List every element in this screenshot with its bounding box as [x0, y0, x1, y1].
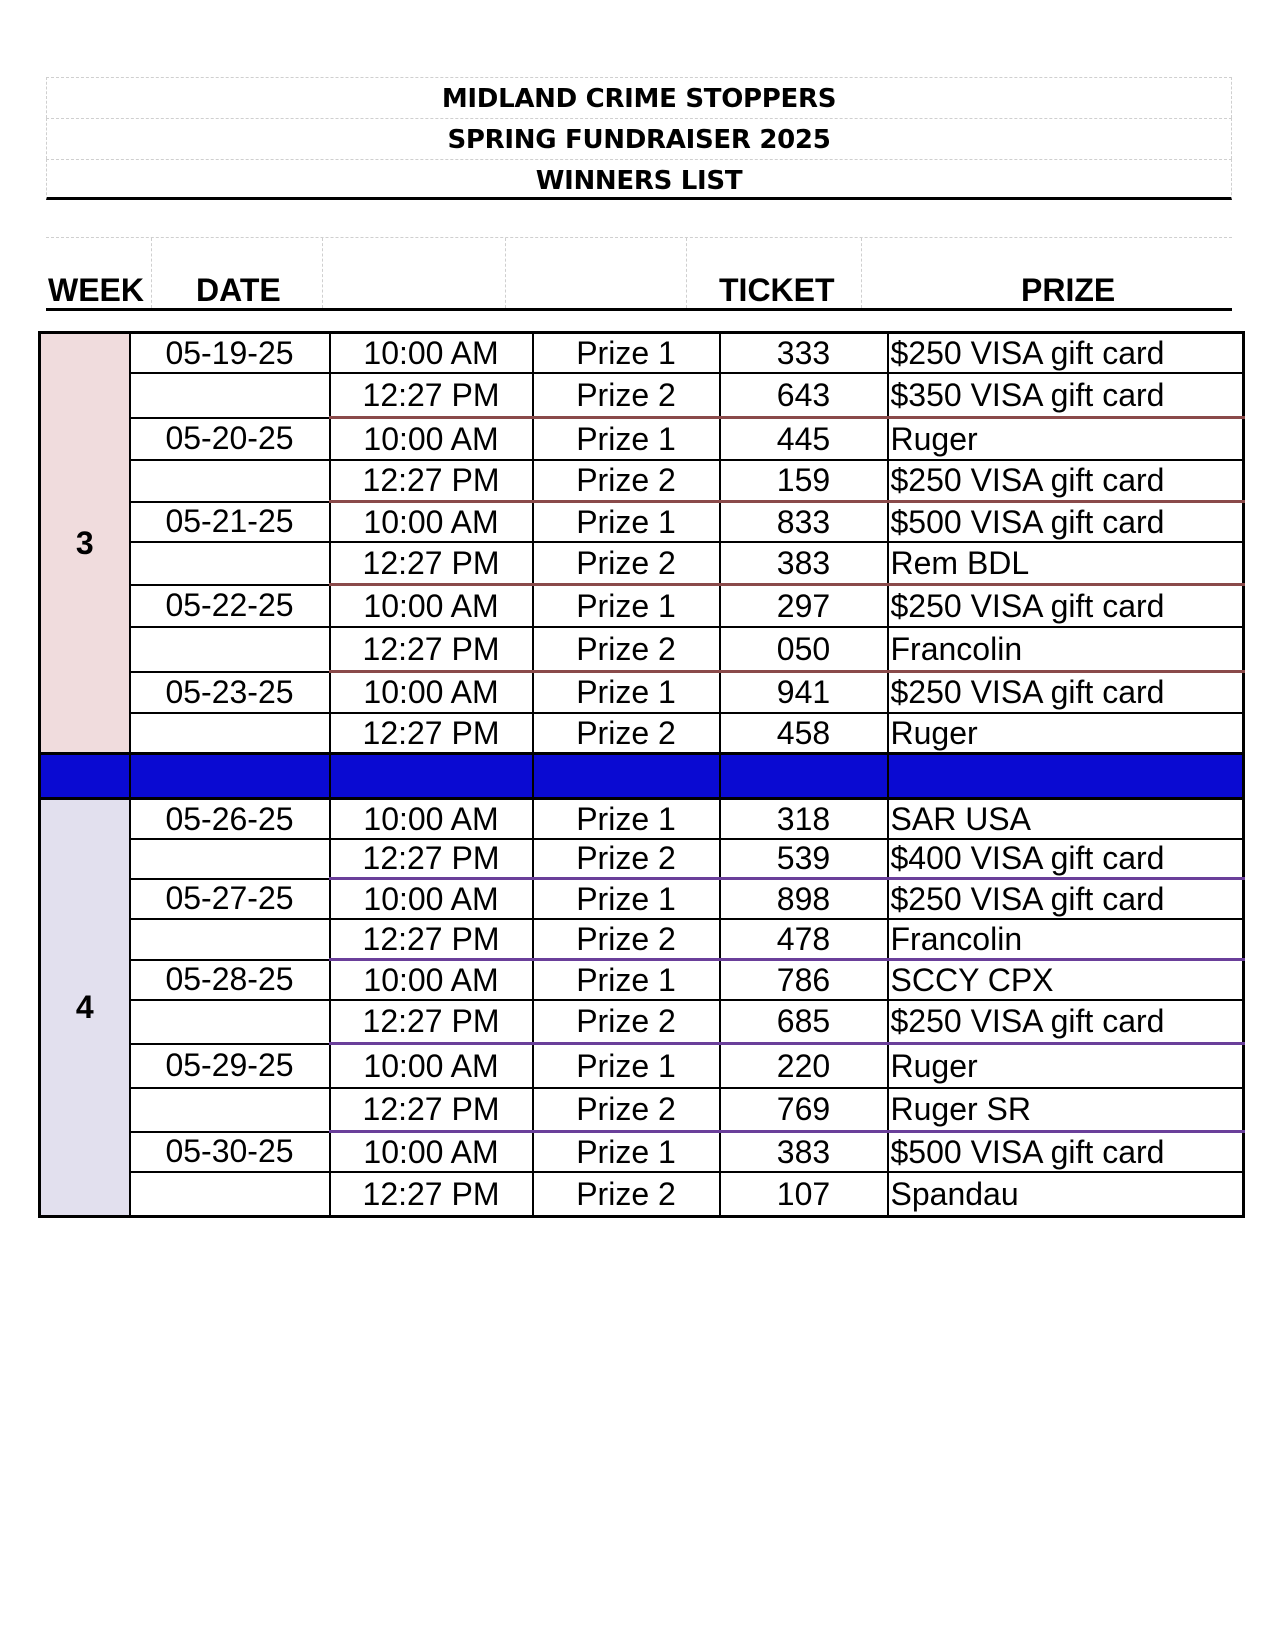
time-cell: 10:00 AM	[330, 418, 533, 461]
prize-cell: $350 VISA gift card	[888, 373, 1244, 418]
draw-cell: Prize 1	[533, 585, 720, 628]
draw-cell: Prize 1	[533, 333, 720, 374]
ticket-cell: 769	[720, 1088, 888, 1132]
draw-cell: Prize 2	[533, 627, 720, 672]
prize-cell: Rem BDL	[888, 542, 1244, 585]
ticket-cell: 159	[720, 460, 888, 502]
separator-cell	[720, 754, 888, 799]
ticket-cell: 539	[720, 839, 888, 879]
time-cell: 10:00 AM	[330, 1132, 533, 1173]
time-cell: 10:00 AM	[330, 960, 533, 1001]
draw-cell: Prize 2	[533, 839, 720, 879]
time-cell: 12:27 PM	[330, 460, 533, 502]
ticket-cell: 220	[720, 1044, 888, 1089]
week-number: 4	[40, 799, 130, 1217]
draw-cell: Prize 1	[533, 960, 720, 1001]
table-row	[40, 333, 1244, 374]
ticket-cell: 318	[720, 799, 888, 840]
table-row	[40, 799, 1244, 840]
date-cell	[130, 373, 330, 418]
ticket-cell: 833	[720, 502, 888, 543]
prize-cell: SAR USA	[888, 799, 1244, 840]
time-cell: 12:27 PM	[330, 839, 533, 879]
table-row	[40, 919, 1244, 960]
header-date: DATE	[196, 272, 281, 308]
draw-cell: Prize 1	[533, 418, 720, 461]
prize-cell: Francolin	[888, 919, 1244, 960]
time-cell: 12:27 PM	[330, 373, 533, 418]
table-row	[40, 373, 1244, 418]
date-cell	[130, 1000, 330, 1044]
draw-cell: Prize 1	[533, 799, 720, 840]
prize-cell: Ruger SR	[888, 1088, 1244, 1132]
date-cell: 05-30-25	[130, 1132, 330, 1173]
header-divider	[151, 238, 152, 308]
draw-cell: Prize 2	[533, 713, 720, 754]
time-cell: 12:27 PM	[330, 919, 533, 960]
table-row	[40, 879, 1244, 920]
ticket-cell: 786	[720, 960, 888, 1001]
header-divider	[861, 238, 862, 308]
table-row	[40, 1088, 1244, 1132]
time-cell: 10:00 AM	[330, 333, 533, 374]
draw-cell: Prize 1	[533, 1132, 720, 1173]
prize-cell: $500 VISA gift card	[888, 502, 1244, 543]
draw-cell: Prize 1	[533, 1044, 720, 1089]
time-cell: 10:00 AM	[330, 585, 533, 628]
date-cell: 05-21-25	[130, 502, 330, 543]
draw-cell: Prize 1	[533, 502, 720, 543]
date-cell: 05-26-25	[130, 799, 330, 840]
ticket-cell: 333	[720, 333, 888, 374]
ticket-cell: 941	[720, 672, 888, 714]
table-row	[40, 460, 1244, 502]
table-row	[40, 627, 1244, 672]
time-cell: 12:27 PM	[330, 1172, 533, 1217]
time-cell: 10:00 AM	[330, 799, 533, 840]
event-title: SPRING FUNDRAISER 2025	[46, 118, 1232, 159]
time-cell: 10:00 AM	[330, 502, 533, 543]
date-cell: 05-19-25	[130, 333, 330, 374]
header-prize: PRIZE	[1021, 272, 1116, 308]
ticket-cell: 050	[720, 627, 888, 672]
table-row	[40, 672, 1244, 714]
week-number: 3	[40, 333, 130, 754]
ticket-cell: 458	[720, 713, 888, 754]
time-cell: 10:00 AM	[330, 1044, 533, 1089]
list-title: WINNERS LIST	[46, 159, 1232, 200]
table-row	[40, 1172, 1244, 1217]
ticket-cell: 685	[720, 1000, 888, 1044]
draw-cell: Prize 2	[533, 460, 720, 502]
table-row	[40, 585, 1244, 628]
draw-cell: Prize 1	[533, 672, 720, 714]
time-cell: 10:00 AM	[330, 879, 533, 920]
ticket-cell: 898	[720, 879, 888, 920]
time-cell: 10:00 AM	[330, 672, 533, 714]
draw-cell: Prize 2	[533, 373, 720, 418]
prize-cell: $250 VISA gift card	[888, 672, 1244, 714]
date-cell: 05-22-25	[130, 585, 330, 628]
date-cell	[130, 1088, 330, 1132]
header-divider	[686, 238, 687, 308]
org-title: MIDLAND CRIME STOPPERS	[46, 77, 1232, 118]
draw-cell: Prize 2	[533, 1088, 720, 1132]
date-cell: 05-20-25	[130, 418, 330, 461]
prize-cell: $250 VISA gift card	[888, 333, 1244, 374]
table-row	[40, 1000, 1244, 1044]
date-cell	[130, 839, 330, 879]
separator-cell	[130, 754, 330, 799]
separator-cell	[888, 754, 1244, 799]
table-row	[40, 1132, 1244, 1173]
header-divider	[505, 238, 506, 308]
date-cell	[130, 713, 330, 754]
separator-cell	[330, 754, 533, 799]
prize-cell: $250 VISA gift card	[888, 460, 1244, 502]
ticket-cell: 107	[720, 1172, 888, 1217]
date-cell	[130, 460, 330, 502]
prize-cell: $250 VISA gift card	[888, 879, 1244, 920]
table-row	[40, 1044, 1244, 1089]
date-cell	[130, 542, 330, 585]
time-cell: 12:27 PM	[330, 542, 533, 585]
prize-cell: SCCY CPX	[888, 960, 1244, 1001]
separator-cell	[40, 754, 130, 799]
header-ticket: TICKET	[719, 272, 835, 308]
ticket-cell: 383	[720, 542, 888, 585]
date-cell	[130, 1172, 330, 1217]
header-week: WEEK	[48, 272, 144, 308]
time-cell: 12:27 PM	[330, 627, 533, 672]
ticket-cell: 383	[720, 1132, 888, 1173]
ticket-cell: 445	[720, 418, 888, 461]
table-row	[40, 542, 1244, 585]
draw-cell: Prize 2	[533, 1000, 720, 1044]
time-cell: 12:27 PM	[330, 1000, 533, 1044]
prize-cell: Ruger	[888, 713, 1244, 754]
date-cell: 05-29-25	[130, 1044, 330, 1089]
date-cell: 05-23-25	[130, 672, 330, 714]
prize-cell: Ruger	[888, 1044, 1244, 1089]
prize-cell: Ruger	[888, 418, 1244, 461]
prize-cell: $500 VISA gift card	[888, 1132, 1244, 1173]
draw-cell: Prize 2	[533, 1172, 720, 1217]
date-cell	[130, 919, 330, 960]
table-row	[40, 418, 1244, 461]
ticket-cell: 643	[720, 373, 888, 418]
title-block	[46, 77, 1232, 200]
column-header-row	[46, 237, 1232, 311]
week-separator-row	[40, 754, 1244, 799]
prize-cell: $400 VISA gift card	[888, 839, 1244, 879]
separator-cell	[533, 754, 720, 799]
prize-cell: Spandau	[888, 1172, 1244, 1217]
date-cell: 05-27-25	[130, 879, 330, 920]
ticket-cell: 478	[720, 919, 888, 960]
prize-cell: $250 VISA gift card	[888, 1000, 1244, 1044]
table-row	[40, 502, 1244, 543]
date-cell	[130, 627, 330, 672]
prize-cell: Francolin	[888, 627, 1244, 672]
table-row	[40, 839, 1244, 879]
draw-cell: Prize 2	[533, 919, 720, 960]
date-cell: 05-28-25	[130, 960, 330, 1001]
winners-table	[38, 331, 1245, 1218]
time-cell: 12:27 PM	[330, 1088, 533, 1132]
prize-cell: $250 VISA gift card	[888, 585, 1244, 628]
table-row	[40, 713, 1244, 754]
header-divider	[322, 238, 323, 308]
time-cell: 12:27 PM	[330, 713, 533, 754]
ticket-cell: 297	[720, 585, 888, 628]
draw-cell: Prize 1	[533, 879, 720, 920]
table-row	[40, 960, 1244, 1001]
draw-cell: Prize 2	[533, 542, 720, 585]
